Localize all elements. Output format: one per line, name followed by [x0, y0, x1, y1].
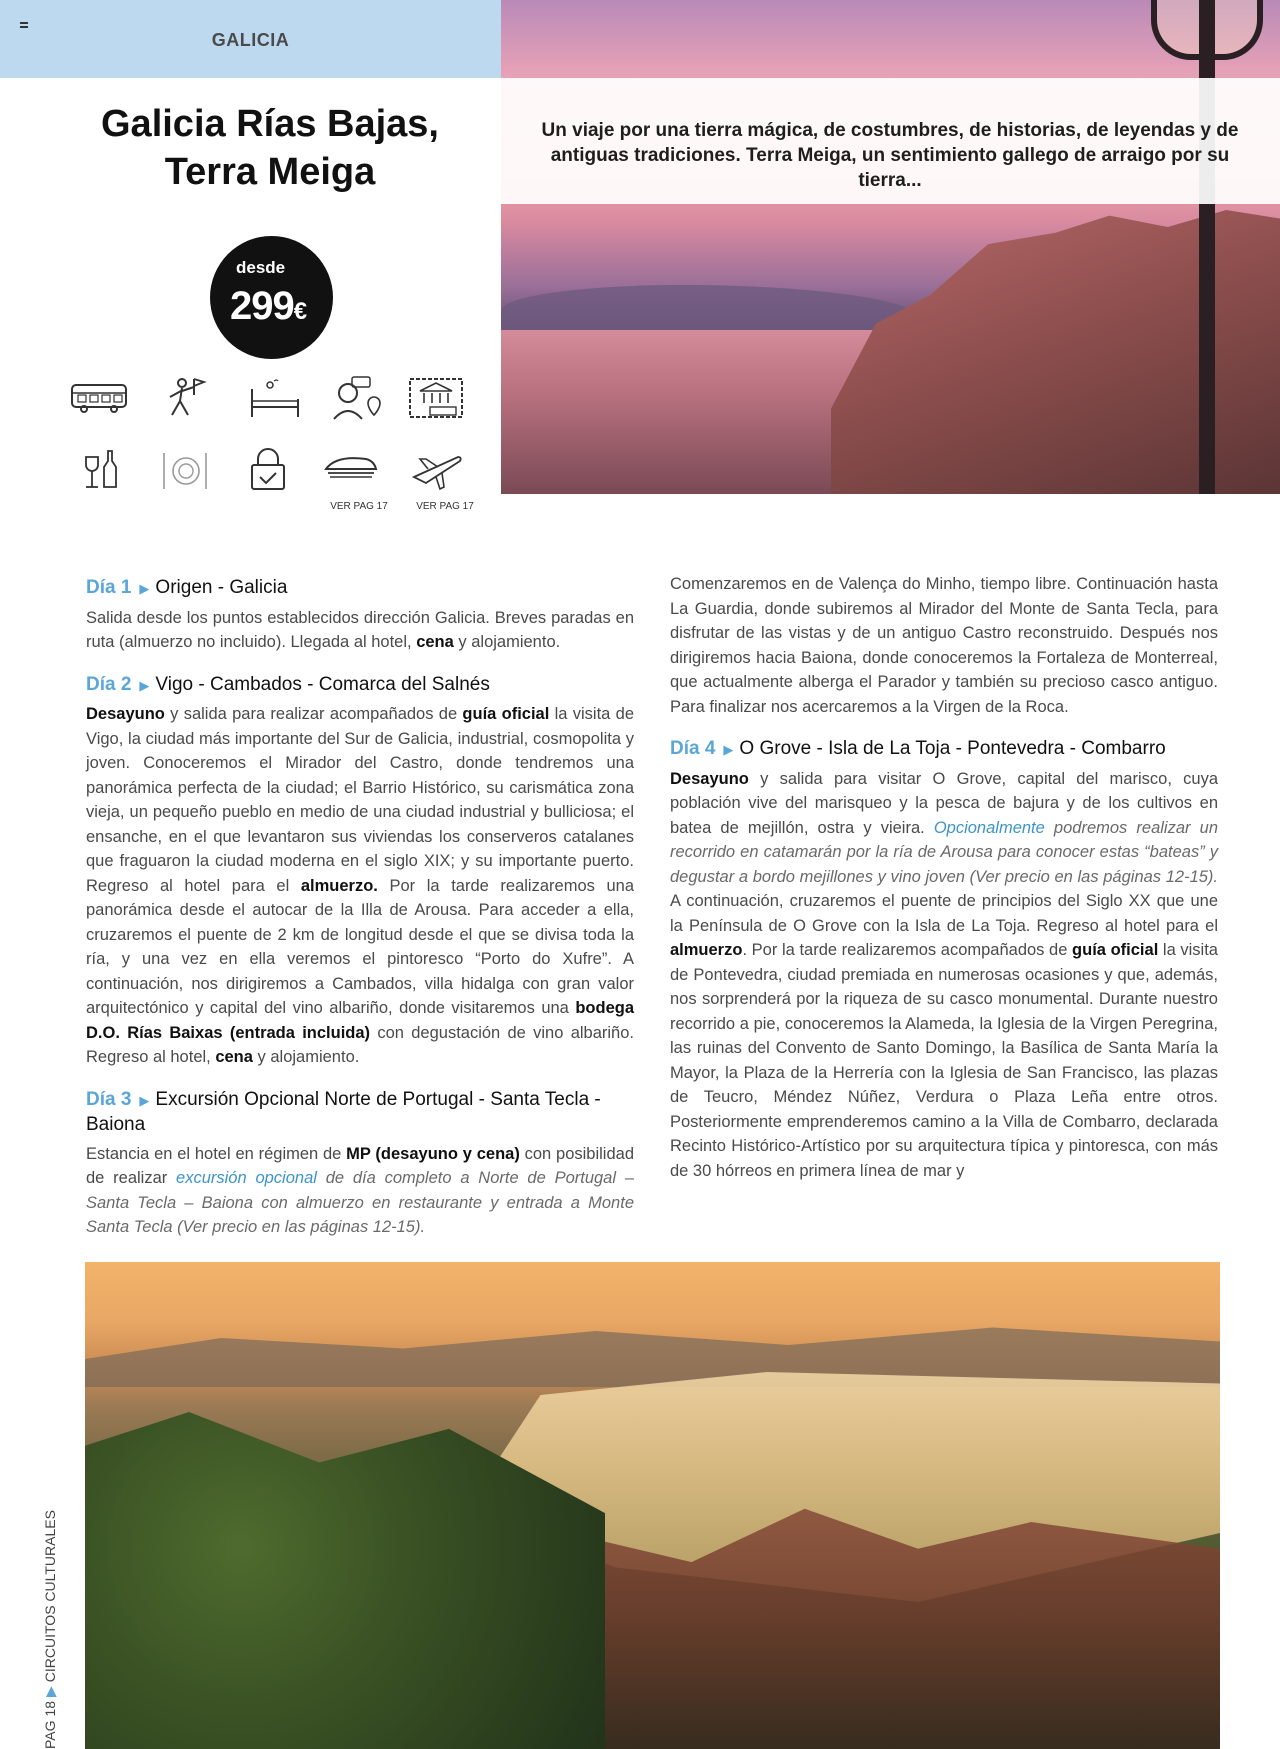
section-header-band: [0, 0, 501, 78]
title-line-2: Terra Meiga: [164, 151, 376, 193]
hero-photo: [501, 0, 1280, 494]
day-3-text-start: Estancia en el hotel en régimen de MP (desayuno y cena) con posibilidad de realizar excursión opcional de día completo a Norte de Portugal – Santa Tecla – Baiona con almuerzo en restaurante y entrada a Monte Santa Tecla (Ver precio en las páginas 12-15).: [86, 1144, 634, 1236]
itinerary-column-right: [670, 572, 1218, 1183]
day-1-heading: Día 1 ▶ Origen - Galicia: [86, 577, 288, 598]
day-2-text: Desayuno y salida para realizar acompañados de guía oficial la visita de Vigo, la ciudad más importante del Sur de Galicia, industrial, cosmopolita y joven. Conoceremos el Mirador del Castro, donde tendremos una panorámica perfecta de la ciudad; el Barrio Histórico, su carismática zona vieja, un pequeño pueblo en medio de una ciudad industrial y bulliciosa; el ensanche, en el que levantaron sus viviendas los conserveros catalanes que fraguaron la ciudad moderna en el siglo XIX; y su importante puerto. Regreso al hotel para el almuerzo. Por la tarde realizaremos una panorámica desde el autocar de la Illa de Arousa. Para acceder a ella, cruzaremos el puente de 2 km de longitud desde el que se divisa toda la ría, y una vez en ella veremos el pintoresco “Porto do Xufre”. A continuación, nos dirigiremos a Cambados, villa hidalga con gran valor arquitectónico y capital del vino albariño, donde visitaremos una bodega D.O. Rías Baixas (entrada incluida) con degustación de vino albariño. Regreso al hotel, cena y alojamiento.: [86, 705, 634, 1066]
local-guide-icon: [326, 375, 396, 425]
plane-caption[interactable]: VER PAG 17: [416, 501, 474, 512]
hero-tagline: Un viaje por una tierra mágica, de costumbres, de historias, de leyendas y de antiguas tradiciones. Terra Meiga, un sentimiento gallego de arraigo por su tierra...: [541, 120, 1239, 191]
landscape-photo: [85, 1262, 1220, 1749]
photo-mountains: [85, 1317, 1220, 1387]
price-badge: [210, 236, 333, 359]
page-title: [60, 100, 480, 196]
itinerary-column-left: [86, 576, 634, 1240]
train-icon: [320, 447, 390, 512]
price-value: 299: [230, 284, 294, 328]
menu-icon[interactable]: [20, 22, 28, 28]
price-currency: €: [293, 298, 307, 325]
insurance-icon: [238, 447, 308, 497]
meal-icon: [156, 447, 226, 497]
day-3-optional-details: de día completo a Norte de Portugal – Santa Tecla – Baiona con almuerzo en restaurante y entrada a Monte Santa Tecla (Ver precio en las páginas 12-15).: [86, 1169, 634, 1236]
train-caption[interactable]: VER PAG 17: [330, 501, 388, 512]
price-label: desde: [236, 258, 286, 277]
hotel-bed-icon: [246, 375, 316, 425]
title-line-1: Galicia Rías Bajas,: [101, 103, 439, 145]
section-name: CIRCUITOS CULTURALES: [42, 1510, 58, 1683]
day-3-text-cont: Comenzaremos en de Valença do Minho, tiempo libre. Continuación hasta La Guardia, donde subiremos al Mirador del Monte de Santa Tecla, para disfrutar de las vistas y de un antiguo Castro reconstruido. Después nos dirigiremos hacia Baiona, donde conoceremos la Fortaleza de Monterreal, que actualmente alberga el Parador y también su precioso casco antiguo. Para finalizar nos acercaremos a la Virgen de la Roca.: [670, 575, 1218, 716]
museum-ticket-icon: [406, 375, 476, 425]
lamp-pole: [1199, 0, 1215, 494]
price-amount: [230, 284, 306, 329]
page-footer-label: PAG 18▶CIRCUITOS CULTURALES: [42, 1510, 58, 1749]
day-1-text: Salida desde los puntos establecidos dirección Galicia. Breves paradas en ruta (almuerzo no incluido). Llegada al hotel, cena y alojamiento.: [86, 608, 634, 651]
plane-icon: [406, 447, 476, 512]
page-number: PAG 18: [42, 1701, 58, 1749]
bus-icon: [70, 375, 140, 425]
day-4-text: Desayuno y salida para visitar O Grove, capital del marisco, cuya población vive del marisqueo y la pesca de bajura y de los cultivos en batea de mejillón, ostra y vieira. Opcionalmente podremos realizar un recorrido en catamarán por la ría de Arousa para conocer estas “bateas” y degustar a bordo mejillones y vino joven (Ver precio en las páginas 12-15). A continuación, cruzaremos el puente de principios del Siglo XX que une la Península de O Grove con la Isla de La Toja. Regreso al hotel para el almuerzo. Por la tarde realizaremos acompañados de guía oficial la visita de Pontevedra, ciudad premiada en numerosas ocasiones y que, además, nos sorprenderá por la riqueza de su casco monumental. Durante nuestro recorrido a pie, conoceremos la Alameda, la Iglesia de la Virgen Peregrina, las ruinas del Convento de Santo Domingo, la Basílica de Santa María la Mayor, la Plaza de la Herrería con la Iglesia de San Francisco, las plazas de Teucro, Méndez Núñez, Verdura o Plaza Leña entre otros. Posteriormente emprenderemos camino a la Villa de Combarro, declarada Recinto Histórico-Artístico por su arquitectura típica y pintoresca, con más de 30 hórreos en primera línea de mar y: [670, 769, 1218, 1180]
region-label: GALICIA: [211, 30, 290, 50]
wine-icon: [80, 447, 150, 497]
day-3-heading: Día 3 ▶ Excursión Opcional Norte de Portugal - Santa Tecla - Baiona: [86, 1088, 601, 1135]
day-4-heading: Día 4 ▶ O Grove - Isla de La Toja - Pontevedra - Combarro: [670, 738, 1166, 759]
optional-excursion-link[interactable]: excursión opcional: [176, 1169, 317, 1187]
guide-icon: [160, 375, 230, 425]
service-icons: [70, 375, 480, 512]
optional-catamaran-link[interactable]: Opcionalmente: [933, 818, 1045, 837]
day-4-optional-details: podremos realizar un recorrido en catamarán por la ría de Arousa para conocer estas “bateas” y degustar a bordo mejillones y vino joven (Ver precio en las páginas 12-15).: [670, 818, 1218, 886]
day-2-heading: Día 2 ▶ Vigo - Cambados - Comarca del Salnés: [86, 673, 490, 695]
